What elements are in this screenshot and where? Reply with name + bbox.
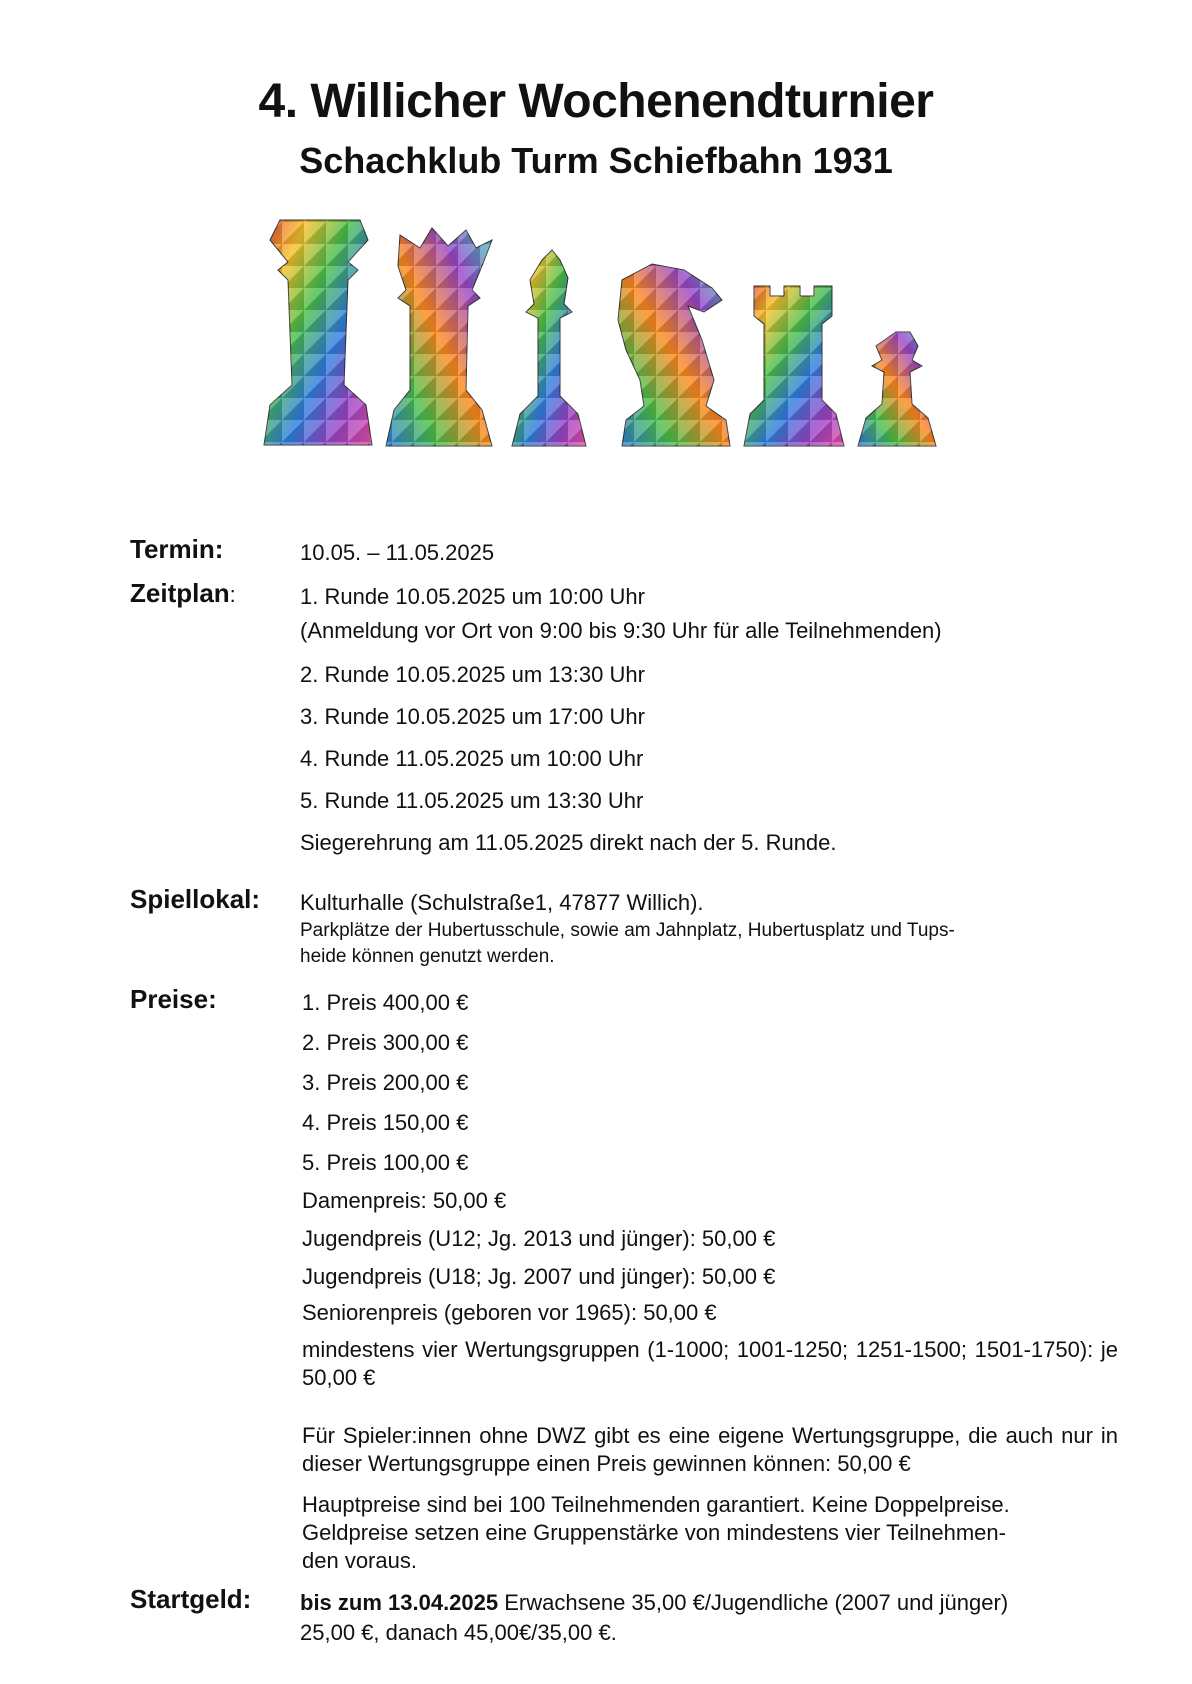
zeitplan-label-text: Zeitplan xyxy=(130,578,230,608)
schedule-registration: (Anmeldung vor Ort von 9:00 bis 9:30 Uhr für alle Teilnehmenden) xyxy=(300,618,942,643)
schedule-ceremony: Siegerehrung am 11.05.2025 direkt nach der 5. Runde. xyxy=(300,830,837,855)
prize-item: Seniorenpreis (geboren vor 1965): 50,00 € xyxy=(302,1300,717,1325)
fee-line-2: 25,00 €, danach 45,00€/35,00 €. xyxy=(300,1620,617,1645)
prize-item: 5. Preis 100,00 € xyxy=(302,1150,469,1175)
knight-icon xyxy=(618,264,730,446)
schedule-round-2: 2. Runde 10.05.2025 um 13:30 Uhr xyxy=(300,662,645,687)
termin-label: Termin: xyxy=(130,534,224,564)
schedule-round-5: 5. Runde 11.05.2025 um 13:30 Uhr xyxy=(300,788,644,813)
zeitplan-label xyxy=(130,578,236,609)
startgeld-label: Startgeld: xyxy=(130,1584,252,1614)
schedule-round-4: 4. Runde 11.05.2025 um 10:00 Uhr xyxy=(300,746,644,771)
zeitplan-colon: : xyxy=(229,582,236,607)
fee-text-1: Erwachsene 35,00 €/Jugendliche (2007 und jünger) xyxy=(498,1590,1009,1615)
preise-label: Preise: xyxy=(130,984,217,1014)
termin-value: 10.05. – 11.05.2025 xyxy=(300,540,495,565)
parking-info-line-2: heide können genutzt werden. xyxy=(300,946,555,967)
prize-item: Jugendpreis (U18; Jg. 2007 und jünger): 50,00 € xyxy=(302,1264,776,1289)
prize-note-line-2: Geldpreise setzen eine Gruppenstärke von mindestens vier Teilnehmen- xyxy=(302,1520,1006,1545)
rating-groups-prize: mindestens vier Wertungsgruppen (1-1000; 1001-1250; 1251-1500; 1501-1750): je 50,00 € xyxy=(302,1337,1118,1390)
no-dwz-prize: Für Spieler:innen ohne DWZ gibt es eine eigene Wertungsgruppe, die auch nur in dieser Wertungsgruppe einen Preis gewinnen können: 50,00 € xyxy=(302,1423,1118,1476)
fee-deadline: bis zum 13.04.2025 xyxy=(300,1590,499,1615)
schedule-round-1: 1. Runde 10.05.2025 um 10:00 Uhr xyxy=(300,584,645,609)
prize-item: 1. Preis 400,00 € xyxy=(302,990,469,1015)
prize-item: 2. Preis 300,00 € xyxy=(302,1030,469,1055)
spiellokal-label: Spiellokal: xyxy=(130,884,261,914)
prize-item: Damenpreis: 50,00 € xyxy=(302,1188,507,1213)
pawn-icon xyxy=(858,332,936,446)
prize-note-line-3: den voraus. xyxy=(302,1548,417,1573)
parking-info-line-1: Parkplätze der Hubertusschule, sowie am Jahnplatz, Hubertusplatz und Tups- xyxy=(300,920,955,941)
prize-item: 4. Preis 150,00 € xyxy=(302,1110,469,1135)
chess-pieces-illustration xyxy=(260,200,1000,490)
rook-icon xyxy=(744,286,844,446)
schedule-round-3: 3. Runde 10.05.2025 um 17:00 Uhr xyxy=(300,704,645,729)
fee-line-1 xyxy=(300,1590,1008,1616)
king-icon xyxy=(264,220,372,445)
prize-item: Jugendpreis (U12; Jg. 2013 und jünger): 50,00 € xyxy=(302,1226,776,1251)
club-name: Schachklub Turm Schiefbahn 1931 xyxy=(299,140,893,181)
prize-note-line-1: Hauptpreise sind bei 100 Teilnehmenden garantiert. Keine Doppelpreise. xyxy=(302,1492,1010,1517)
prize-item: 3. Preis 200,00 € xyxy=(302,1070,469,1095)
bishop-icon xyxy=(512,250,586,446)
page-title: 4. Willicher Wochenendturnier xyxy=(258,75,934,128)
venue-address: Kulturhalle (Schulstraße1, 47877 Willich). xyxy=(300,890,704,915)
queen-icon xyxy=(386,228,492,446)
